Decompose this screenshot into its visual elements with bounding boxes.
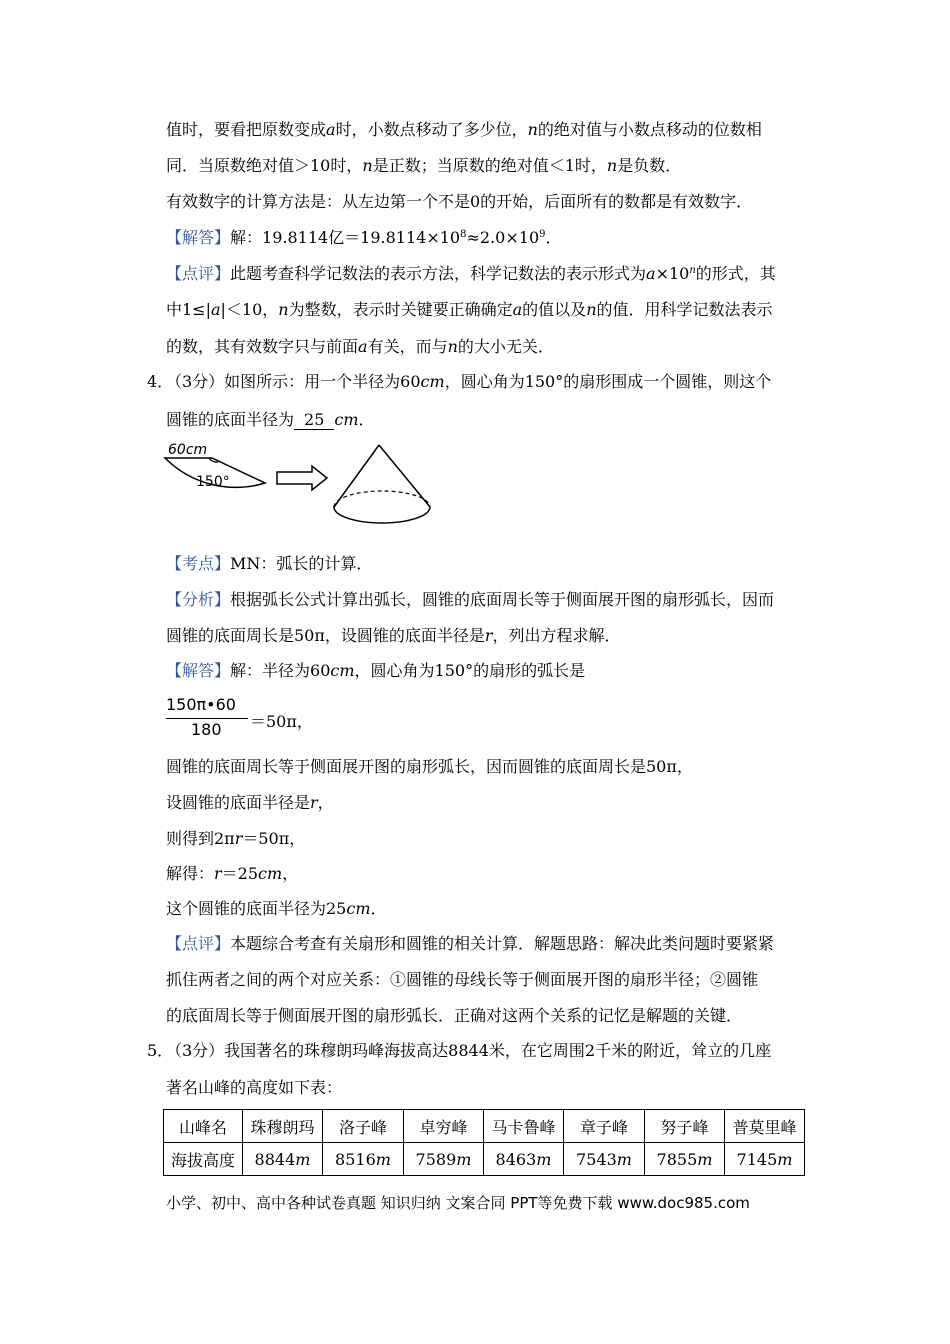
table-cell: 7855m (645, 1143, 725, 1176)
table-cell: 马卡鲁峰 (484, 1110, 564, 1143)
q4-fenxi: 【分析】根据弧长公式计算出弧长，圆锥的底面周长等于侧面展开图的扇形弧长，因而 (166, 590, 775, 609)
q4-jieda: 【解答】解：半径为60cm，圆心角为150°的扇形的弧长是 (166, 661, 586, 680)
table-row (164, 1110, 805, 1143)
text-line: 抓住两者之间的两个对应关系：①圆锥的母线长等于侧面展开图的扇形半径；②圆锥 (166, 970, 759, 989)
table-cell: 普莫里峰 (725, 1110, 805, 1143)
table-cell: 努子峰 (645, 1110, 725, 1143)
q3-answer: 【解答】解：19.8114亿$=19.8114\times 10^8\approx 2.0\times 10^9$． (166, 228, 562, 247)
question-number: 4． (147, 372, 174, 391)
table-cell: 8463m (484, 1143, 564, 1176)
radius-label: 60cm (168, 442, 208, 458)
text-line: 这个圆锥的底面半径为25cm． (166, 899, 387, 918)
table-header-cell: 山峰名 (164, 1110, 243, 1143)
table-cell: 7589m (404, 1143, 484, 1176)
text-line: 圆锥的底面周长是50π，设圆锥的底面半径是r，列出方程求解． (166, 626, 621, 645)
text-line: 著名山峰的高度如下表： (166, 1078, 343, 1097)
page-footer: 小学、初中、高中各种试卷真题 知识归纳 文案合同 PPT等免费下载 www.doc985.com (166, 1194, 750, 1212)
text-line: 设圆锥的底面半径是r， (166, 793, 334, 812)
text-line: 圆锥的底面周长等于侧面展开图的扇形弧长，因而圆锥的底面周长是50π， (166, 757, 693, 776)
table-header-cell: 海拔高度 (164, 1143, 243, 1176)
question-4-stem: （3分）如图所示：用一个半径为60cm，圆心角为150°的扇形围成一个圆锥，则这个 (166, 372, 772, 391)
text-line: 圆锥的底面半径为 25 cm． (166, 410, 375, 429)
text-line: 的数，其有效数字只与前面a有关，而与n的大小无关． (166, 337, 554, 356)
q3-comment: 【点评】此题考查科学记数法的表示方法，科学记数法的表示形式为$a\times 10^n$的形式，其 (166, 264, 776, 283)
table-cell: 章子峰 (564, 1110, 645, 1143)
text-line: 有效数字的计算方法是：从左边第一个不是0的开始，后面所有的数都是有效数字． (166, 192, 753, 211)
mountain-table (163, 1109, 805, 1176)
table-cell: 洛子峰 (323, 1110, 404, 1143)
text-line: 则得到2πr＝50π， (166, 829, 306, 848)
table-cell: 7543m (564, 1143, 645, 1176)
fraction-bar (166, 718, 248, 719)
text-line: 的底面周长等于侧面展开图的扇形弧长．正确对这两个关系的记忆是解题的关键． (166, 1006, 743, 1025)
question-5-stem: （3分）我国著名的珠穆朗玛峰海拔高达8844米，在它周围2千米的附近，耸立的几座 (166, 1041, 772, 1060)
table-cell: 8844m (243, 1143, 323, 1176)
fraction-denominator: 180 (191, 720, 222, 739)
q4-kaodian: 【考点】MN：弧长的计算． (166, 554, 373, 573)
table-cell: 8516m (323, 1143, 404, 1176)
comment-tag: 【点评】 (166, 264, 231, 283)
text-line: 解得：r＝25cm， (166, 864, 299, 883)
table-cell: 7145m (725, 1143, 805, 1176)
table-cell: 珠穆朗玛 (243, 1110, 323, 1143)
text-line: 中1≤|a|＜10，n为整数，表示时关键要正确确定a的值以及n的值．用科学记数法表示 (166, 300, 773, 319)
table-cell: 卓穷峰 (404, 1110, 484, 1143)
fraction-numerator: 150π•60 (166, 695, 236, 714)
answer-tag: 【解答】 (166, 228, 231, 247)
answer-blank: 25 (294, 411, 334, 430)
table-row (164, 1143, 805, 1176)
cone-shape (334, 445, 430, 507)
arrow-shape (277, 466, 327, 490)
angle-label: 150° (196, 474, 230, 490)
sector-cone-figure (160, 436, 440, 530)
text-line: 同．当原数绝对值＞10时，n是正数；当原数的绝对值＜1时，n是负数． (166, 156, 682, 175)
question-number: 5． (147, 1041, 174, 1060)
text-line: 值时，要看把原数变成a时，小数点移动了多少位，n的绝对值与小数点移动的位数相 (166, 120, 762, 139)
q4-dianping: 【点评】本题综合考查有关扇形和圆锥的相关计算．解题思路：解决此类问题时要紧紧 (166, 934, 775, 953)
